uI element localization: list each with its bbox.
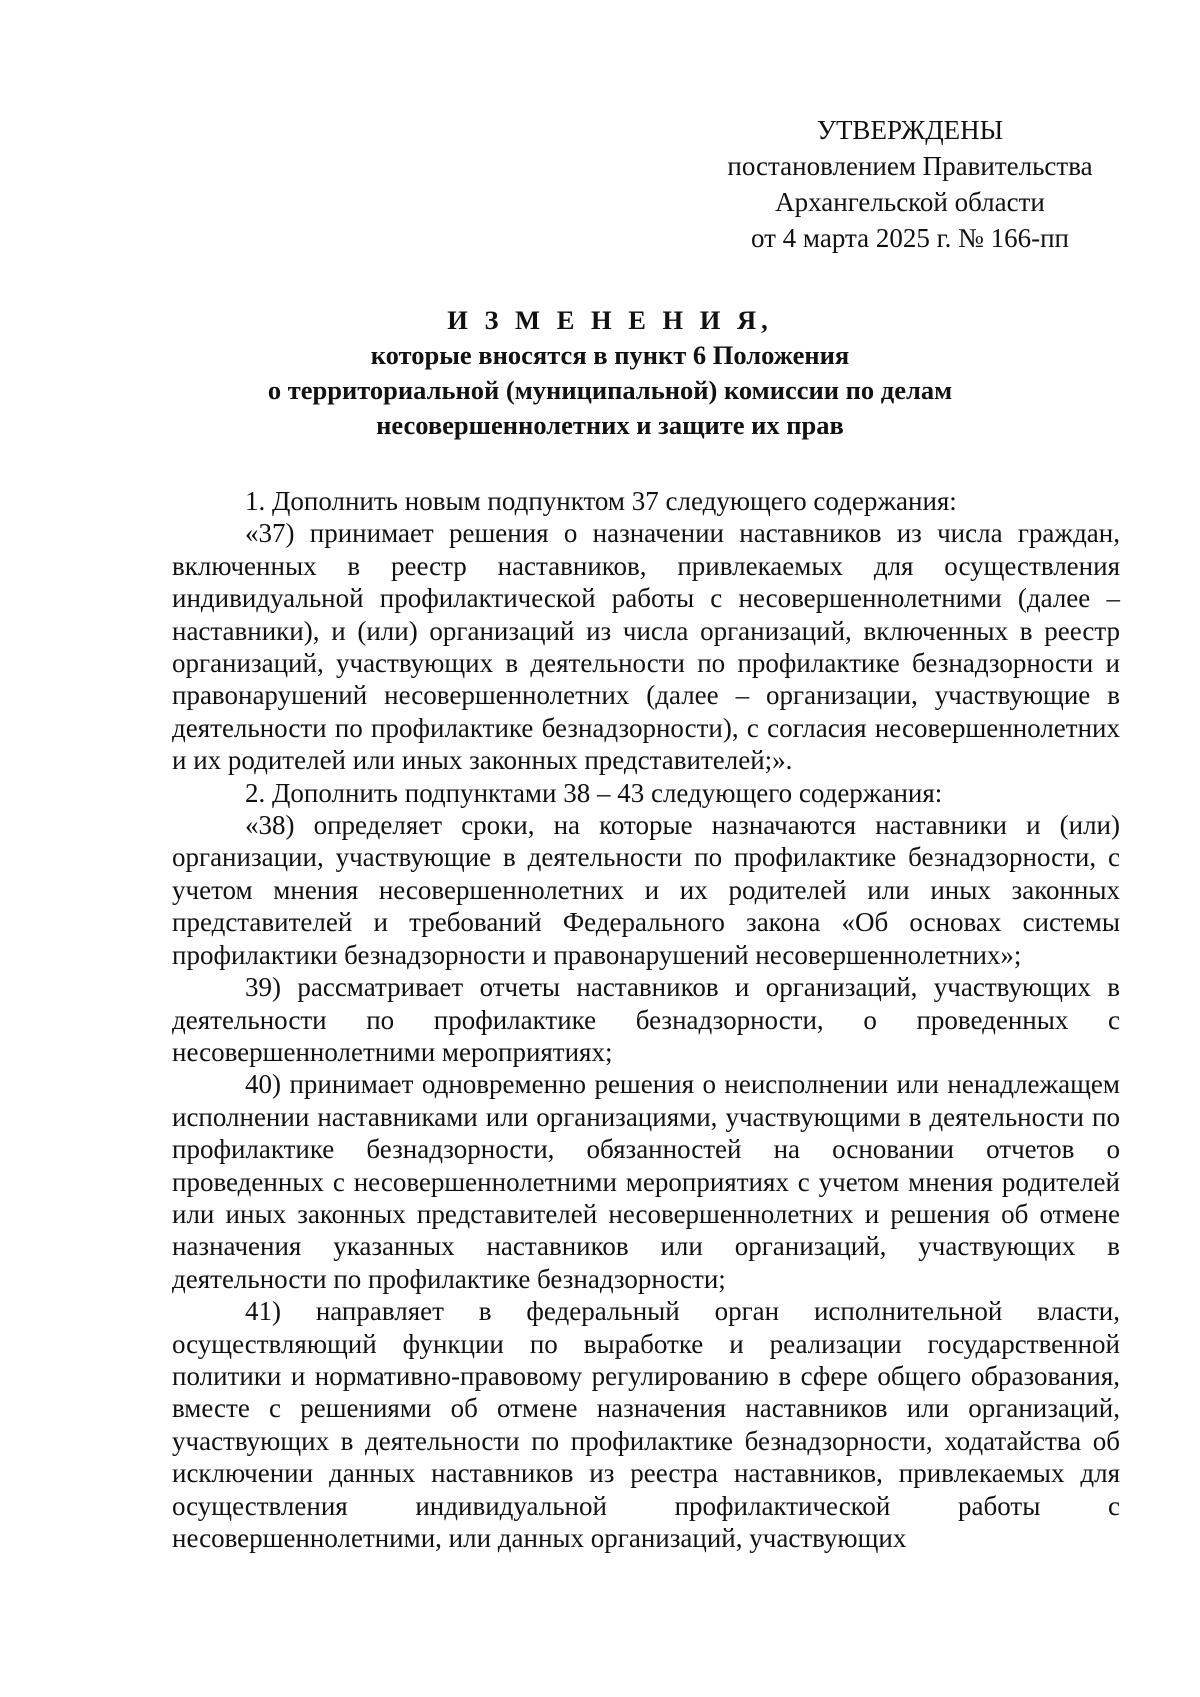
approval-decree-line: постановлением Правительства bbox=[727, 151, 1093, 181]
approval-date-line: от 4 марта 2025 г. № 166-пп bbox=[750, 223, 1069, 253]
title-line-2: о территориальной (муниципальной) комиссии по делам bbox=[267, 375, 953, 405]
approval-stamp bbox=[700, 112, 1120, 256]
title-heading: И З М Е Н Е Н И Я, bbox=[447, 305, 773, 335]
approval-title: УТВЕРЖДЕНЫ bbox=[816, 115, 1004, 145]
paragraph-subitem-38: «38) определяет сроки, на которые назначаются наставники и (или) организации, участвующие в деятельности по профилактике безнадзорности, с учетом мнения несовершеннолетних и их родителей или иных законных представителей и требований Федерального закона «Об основах системы профилактики безнадзорности и правонарушений несовершеннолетних»; bbox=[172, 810, 1120, 970]
title-line-3: несовершеннолетних и защите их прав bbox=[376, 410, 844, 440]
title-line-1: которые вносятся в пункт 6 Положения bbox=[370, 340, 850, 370]
approval-region-line: Архангельской области bbox=[775, 187, 1045, 217]
paragraph-subitem-40: 40) принимает одновременно решения о неисполнении или ненадлежащем исполнении наставниками или организациями, участвующими в деятельности по профилактике безнадзорности, обязанностей на основании отчетов о проведенных с несовершеннолетними мероприятиях с учетом мнения родителей или иных законных представителей несовершеннолетних и решения об отмене назначения указанных наставников или организаций, участвующих в деятельности по профилактике безнадзорности; bbox=[172, 1069, 1120, 1294]
paragraph-item-2: 2. Дополнить подпунктами 38 – 43 следующего содержания: bbox=[245, 777, 943, 808]
paragraph-item-1: 1. Дополнить новым подпунктом 37 следующего содержания: bbox=[245, 486, 957, 516]
paragraph-subitem-41: 41) направляет в федеральный орган исполнительной власти, осуществляющий функции по выработке и реализации государственной политики и нормативно-правовому регулированию в сфере общего образования, вместе с решениями об отмене назначения наставников или организаций, участвующих в деятельности по профилактике безнадзорности, ходатайства об исключении данных наставников из реестра наставников, привлекаемых для осуществления индивидуальной профилактической работы с несовершеннолетними, или данных организаций, участвующих bbox=[172, 1296, 1120, 1553]
paragraph-subitem-37: «37) принимает решения о назначении наставников из числа граждан, включенных в реестр наставников, привлекаемых для осуществления индивидуальной профилактической работы с несовершеннолетними (далее – наставники), и (или) организаций из числа организаций, включенных в реестр организаций, участвующих в деятельности по профилактике безнадзорности и правонарушений несовершеннолетних (далее – организации, участвующие в деятельности по профилактике безнадзорности), с согласия несовершеннолетних и их родителей или иных законных представителей;». bbox=[172, 518, 1120, 776]
document-body bbox=[172, 485, 1120, 1554]
paragraph-subitem-39: 39) рассматривает отчеты наставников и организаций, участвующих в деятельности по профилактике безнадзорности, о проведенных с несовершеннолетними мероприятиях; bbox=[172, 972, 1120, 1067]
document-title bbox=[170, 303, 1050, 443]
